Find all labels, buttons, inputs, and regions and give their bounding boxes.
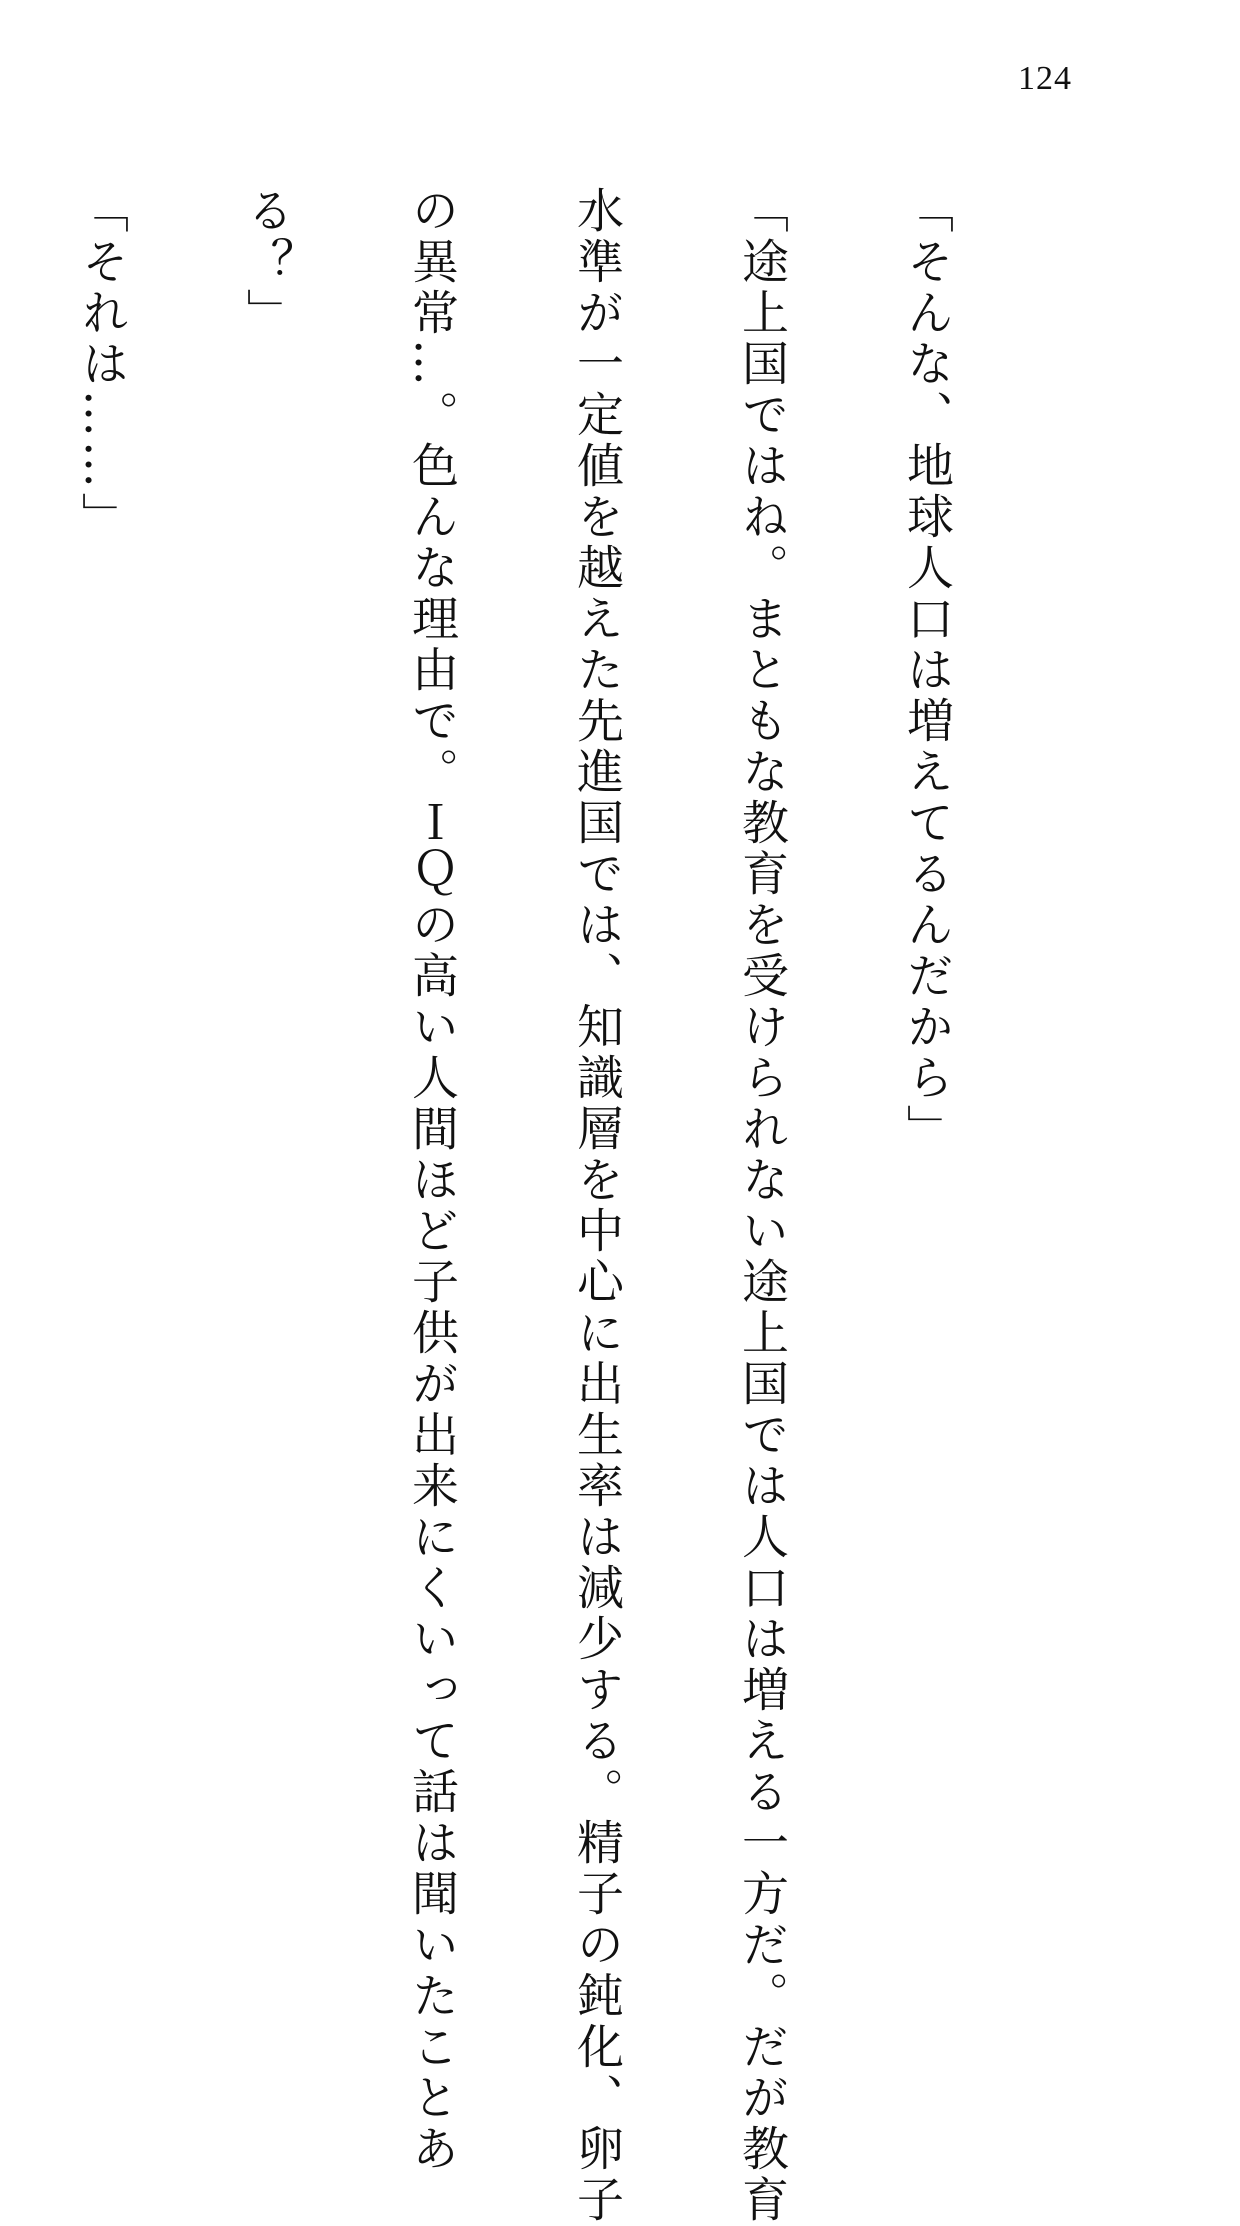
text-line: 「そんな、地球人口は増えてるんだから」 [899, 186, 954, 1155]
page-number: 124 [1018, 60, 1072, 97]
text-line: 「途上国ではね。まともな教育を受けられない途上国では人口は増える一方だ。だが教育 [734, 186, 789, 2226]
text-line: る？」 [239, 186, 294, 339]
text-line: 「それは……」 [74, 186, 129, 543]
body-text [0, 186, 1064, 2226]
text-line: 水準が一定値を越えた先進国では、知識層を中心に出生率は減少する。精子の鈍化、卵子 [569, 186, 624, 2226]
text-line: の異常…。色んな理由で。ＩＱの高い人間ほど子供が出来にくいって話は聞いたことあ [404, 186, 459, 2175]
